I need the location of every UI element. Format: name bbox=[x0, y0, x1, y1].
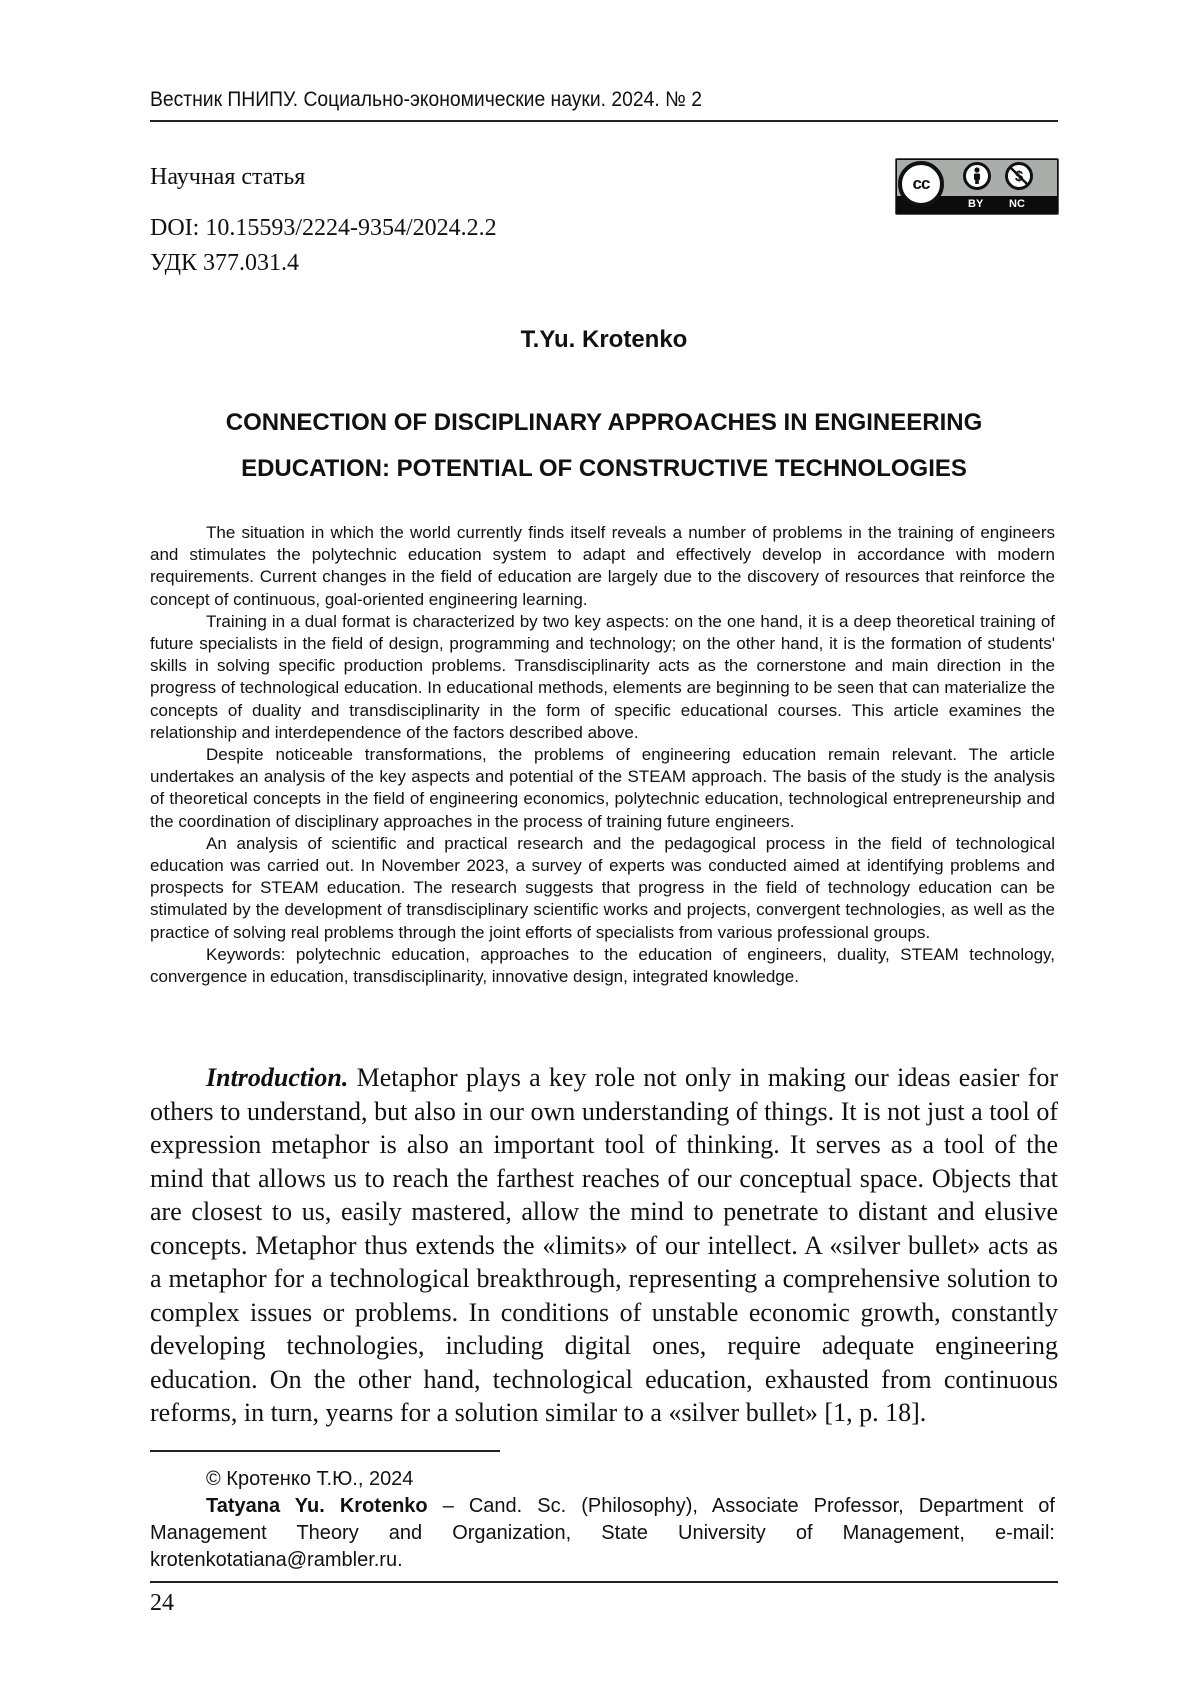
introduction-heading: Introduction. bbox=[206, 1063, 348, 1092]
cc-license-badge[interactable] bbox=[895, 158, 1059, 215]
introduction-text: Metaphor plays a key role not only in making our ideas easier for others to understand, but also in our own understanding of things. It is not just a tool of expression metaphor is also an important tool of thinking. It serves as a tool of the mind that allows us to reach the farthest reaches of our conceptual space. Objects that are closest to us, easily mastered, allow the mind to penetrate to distant and elusive concepts. Metaphor thus extends the «limits» of our intellect. A «silver bullet» acts as a metaphor for a technological breakthrough, representing a comprehensive solution to complex issues or problems. In conditions of unstable economic growth, constantly developing technologies, including digital ones, require adequate engineering education. On the other hand, technological education, exhausted from continuous reforms, in turn, yearns for a solution similar to a «silver bullet» [1, p. 18]. bbox=[150, 1063, 1058, 1427]
abstract-paragraph-3: Despite noticeable transformations, the problems of engineering education remain relevant. The article undertakes an analysis of the key aspects and potential of the STEAM approach. The basis of the study is the analysis of theoretical concepts in the field of engineering economics, polytechnic education, technological entrepreneurship and the coordination of disciplinary approaches in the process of training future engineers. bbox=[150, 744, 1055, 833]
abstract bbox=[150, 522, 1055, 988]
journal-header: Вестник ПНИПУ. Социально-экономические науки. 2024. № 2 bbox=[150, 88, 983, 112]
header-divider bbox=[150, 120, 1058, 122]
copyright: © Кротенко Т.Ю., 2024 bbox=[150, 1466, 1055, 1493]
footnote-author-name: Tatyana Yu. Krotenko bbox=[206, 1495, 428, 1517]
author-name: T.Yu. Krotenko bbox=[150, 326, 1058, 354]
title-line-2: EDUCATION: POTENTIAL OF CONSTRUCTIVE TECHNOLOGIES bbox=[150, 446, 1058, 492]
keywords: Keywords: polytechnic education, approaches to the education of engineers, duality, STEAM technology, convergence in education, transdisciplinarity, innovative design, integrated knowledge. bbox=[150, 944, 1055, 988]
doi: DOI: 10.15593/2224-9354/2024.2.2 bbox=[150, 215, 497, 242]
abstract-paragraph-1: The situation in which the world currently finds itself reveals a number of problems in the training of engineers and stimulates the polytechnic education system to adapt and effectively develop in accordance with modern requirements. Current changes in the field of education are largely due to the discovery of resources that reinforce the concept of continuous, goal-oriented engineering learning. bbox=[150, 522, 1055, 611]
page-number: 24 bbox=[150, 1590, 174, 1617]
article-type: Научная статья bbox=[150, 164, 305, 191]
footnote-divider bbox=[150, 1450, 500, 1452]
footer-divider bbox=[150, 1581, 1058, 1583]
by-label: BY bbox=[968, 198, 983, 210]
footnote bbox=[150, 1466, 1055, 1574]
cc-icon: cc bbox=[898, 161, 944, 207]
title-line-1: CONNECTION OF DISCIPLINARY APPROACHES IN ENGINEERING bbox=[150, 400, 1058, 446]
article-title bbox=[150, 400, 1058, 492]
footnote-author-details: – Cand. Sc. (Philosophy), Associate Professor, Department of Management Theory and Organization, State University of Management, e-mail: krotenkotatiana@rambler.ru. bbox=[150, 1495, 1055, 1571]
udc: УДК 377.031.4 bbox=[150, 250, 299, 277]
nc-label: NC bbox=[1009, 198, 1025, 210]
abstract-paragraph-2: Training in a dual format is characterized by two key aspects: on the one hand, it is a deep theoretical training of future specialists in the field of design, programming and technology; on the other hand, it is the formation of students' skills in solving specific production problems. Transdisciplinarity acts as the cornerstone and main direction in the progress of technological education. In educational methods, elements are beginning to be seen that can materialize the concepts of duality and transdisciplinarity in the form of specific educational courses. This article examines the relationship and interdependence of the factors described above. bbox=[150, 611, 1055, 744]
attribution-icon bbox=[963, 162, 991, 190]
author-info bbox=[150, 1493, 1055, 1574]
introduction-paragraph bbox=[150, 1061, 1058, 1430]
noncommercial-icon bbox=[1005, 162, 1033, 190]
introduction-section bbox=[150, 1061, 1058, 1430]
abstract-paragraph-4: An analysis of scientific and practical research and the pedagogical process in the field of technological education was carried out. In November 2023, a survey of experts was conducted aimed at identifying problems and prospects for STEAM education. The research suggests that progress in the field of technology education can be stimulated by the development of transdisciplinary scientific works and projects, convergent technologies, as well as the practice of solving real problems through the joint efforts of specialists from various professional groups. bbox=[150, 833, 1055, 944]
